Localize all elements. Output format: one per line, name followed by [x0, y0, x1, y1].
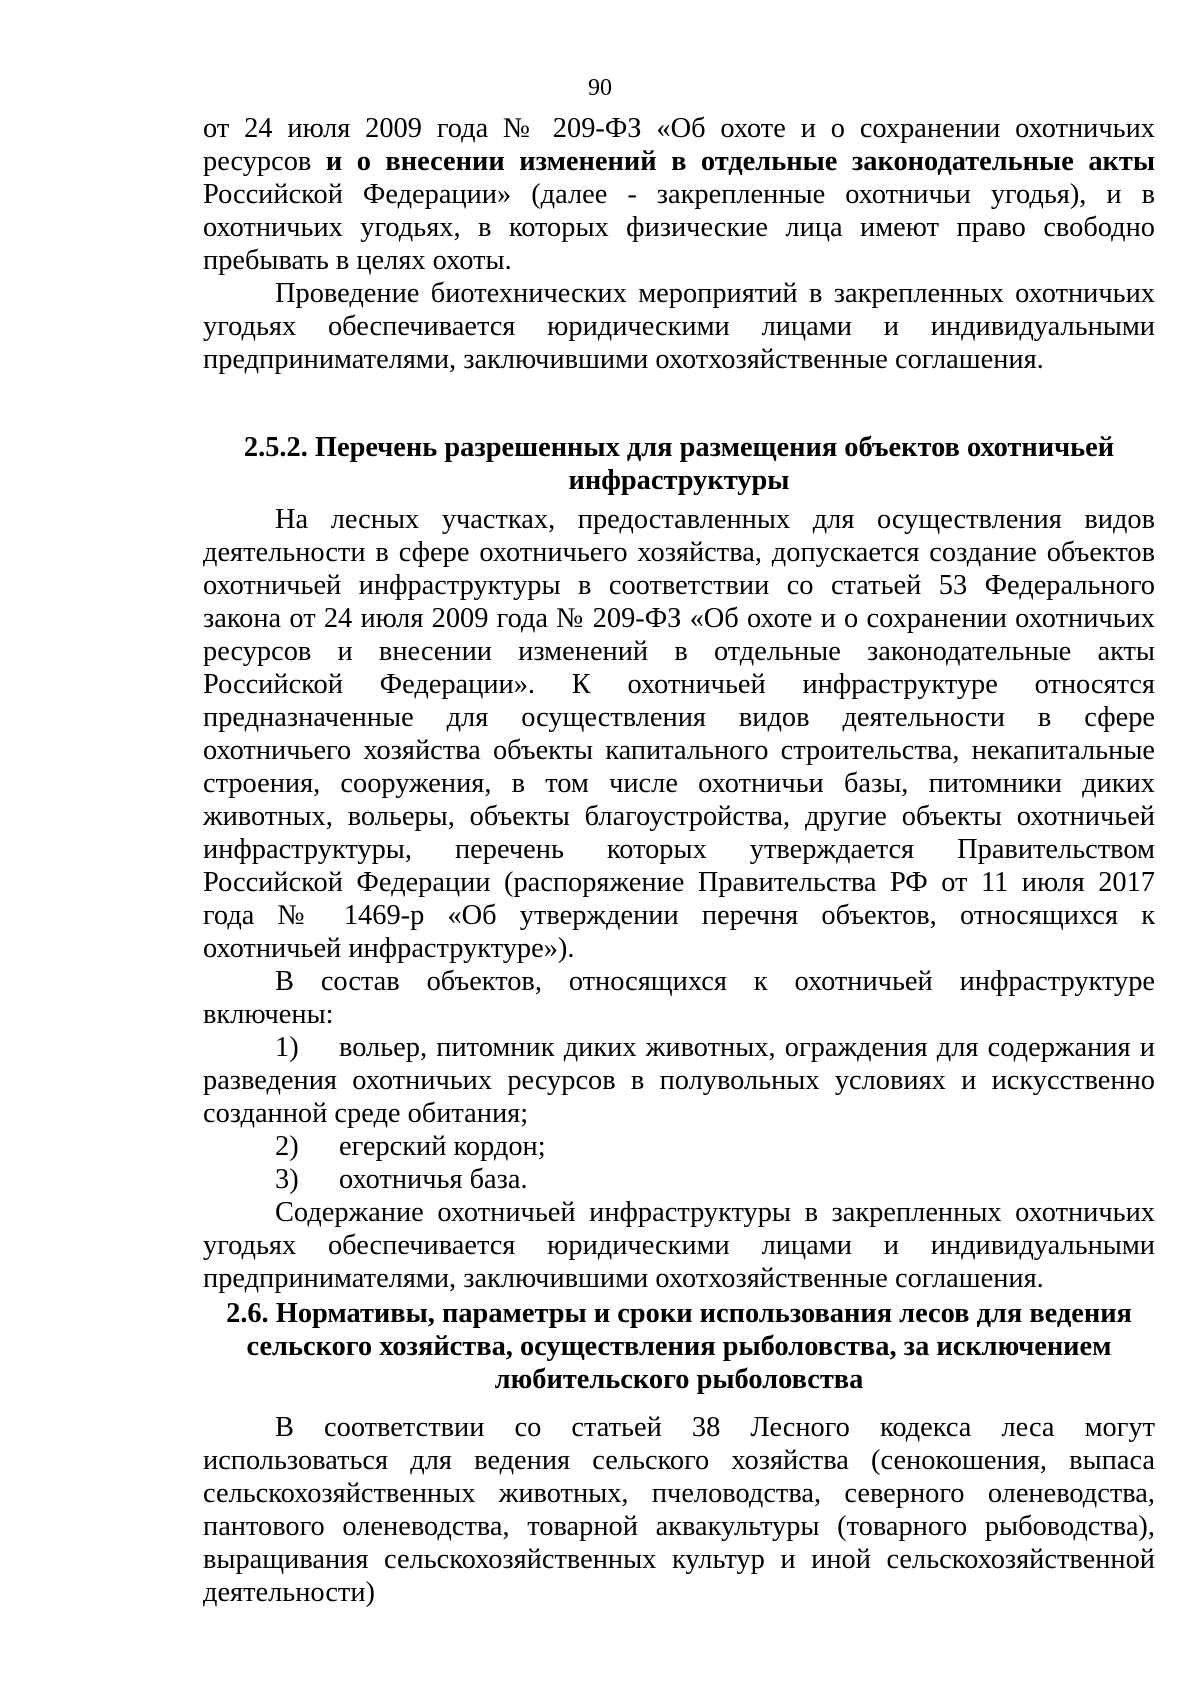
list-item-text: егерский кордон;: [339, 1131, 546, 1162]
list-item: [203, 1031, 1155, 1130]
list-item: [203, 1163, 1155, 1196]
paragraph-text: Российской Федерации» (далее - закрепленные охотничьи угодья), и в охотничьих угодьях, в которых физические лица имеют право свободно пребывать в целях охоты.: [203, 179, 1155, 276]
list-item-number: 1): [275, 1032, 299, 1063]
list-item-number: 3): [275, 1164, 299, 1195]
list-item-text: вольер, питомник диких животных, ограждения для содержания и разведения охотничьих ресурсов в полувольных условиях и искусственно созданной среде обитания;: [203, 1032, 1155, 1129]
paragraph-text: от 24 июля 2009 года № 209-ФЗ «Об охоте и о сохранении охотничьих ресурсов: [203, 113, 1155, 177]
paragraph-composition: В состав объектов, относящихся к охотничьей инфраструктуре включены:: [203, 966, 1155, 1030]
paragraph-biotech-measures: Проведение биотехнических мероприятий в закрепленных охотничьих угодьях обеспечивается юридическими лицами и индивидуальными предпринимателями, заключившими охотхозяйственные соглашения.: [203, 278, 1155, 375]
page-number: 90: [588, 75, 612, 101]
page-content: [203, 112, 1155, 1609]
list-item-text: охотничья база.: [339, 1164, 528, 1195]
heading-2-6: 2.6. Нормативы, параметры и сроки использования лесов для ведения сельского хозяйства, осуществления рыболовства, за исключением любительского рыболовства: [226, 1298, 1132, 1395]
paragraph-hunting-law: [203, 112, 1155, 277]
paragraph-infrastructure: На лесных участках, предоставленных для осуществления видов деятельности в сфере охотничьего хозяйства, допускается создание объектов охотничьей инфраструктуры в соответствии со статьей 53 Федерального закона от 24 июля 2009 года № 209-ФЗ «Об охоте и о сохранении охотничьих ресурсов и внесении изменений в отдельные законодательные акты Российской Федерации». К охотничьей инфраструктуре относятся предназначенные для осуществления видов деятельности в сфере охотничьего хозяйства объекты капитального строительства, некапитальные строения, сооружения, в том числе охотничьи базы, питомники диких животных, вольеры, объекты благоустройства, другие объекты охотничьей инфраструктуры, перечень которых утверждается Правительством Российской Федерации (распоряжение Правительства РФ от 11 июля 2017 года № 1469-р «Об утверждении перечня объектов, относящихся к охотничьей инфраструктуре»).: [203, 504, 1155, 964]
list-item: [203, 1130, 1155, 1163]
list-item-number: 2): [275, 1131, 299, 1162]
paragraph-bold-text: и о внесении изменений в отдельные законодательные акты: [325, 146, 1155, 177]
paragraph-forest-code: В соответствии со статьей 38 Лесного кодекса леса могут использоваться для ведения сельского хозяйства (сенокошения, выпаса сельскохозяйственных животных, пчеловодства, северного оленеводства, пантового оленеводства, товарной аквакультуры (товарного рыбоводства), выращивания сельскохозяйственных культур и иной сельскохозяйственной деятельности): [203, 1412, 1155, 1608]
heading-2-5-2: 2.5.2. Перечень разрешенных для размещения объектов охотничьей инфраструктуры: [243, 432, 1115, 496]
paragraph-maintenance: Содержание охотничьей инфраструктуры в закрепленных охотничьих угодьях обеспечивается юридическими лицами и индивидуальными предпринимателями, заключившими охотхозяйственные соглашения.: [203, 1197, 1155, 1294]
